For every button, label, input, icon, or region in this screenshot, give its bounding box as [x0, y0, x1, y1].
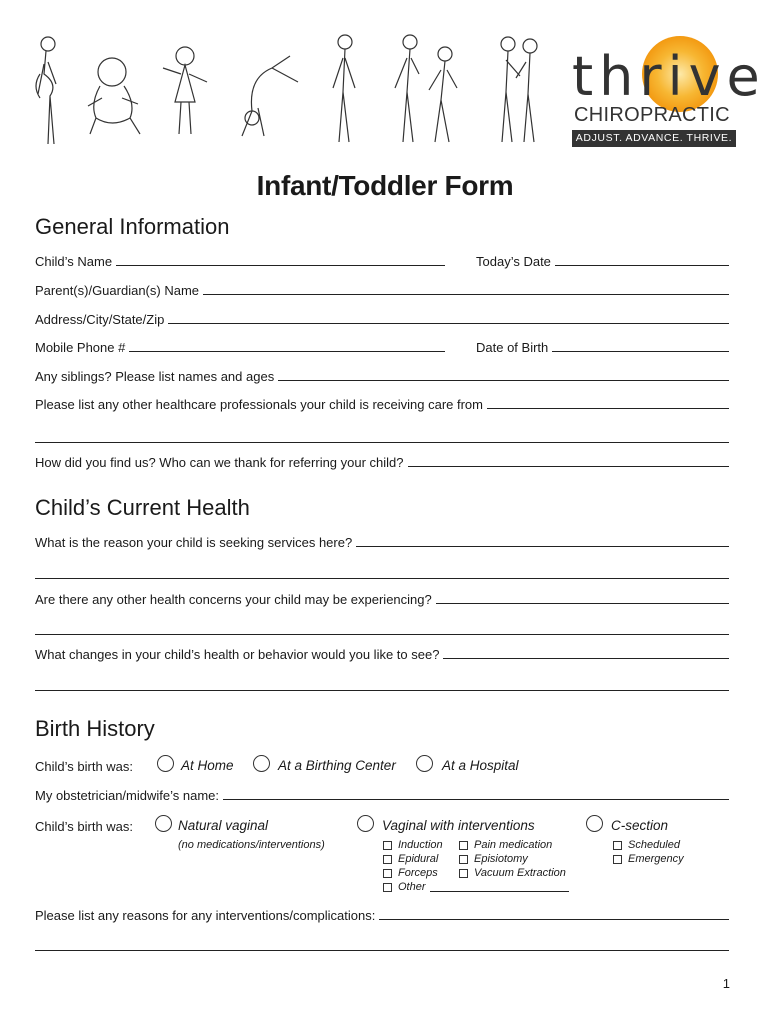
changes-field[interactable]	[35, 647, 729, 662]
episiotomy-option[interactable]	[459, 853, 528, 865]
date-of-birth-label: Date of Birth	[476, 340, 549, 355]
mobile-phone-field[interactable]	[35, 340, 445, 355]
reasons-continuation-line[interactable]	[35, 949, 729, 951]
address-label: Address/City/State/Zip	[35, 312, 165, 327]
epidural-label: Epidural	[398, 853, 439, 865]
teen-figure	[325, 32, 365, 147]
csection-radio[interactable]	[586, 815, 603, 832]
healthcare-label: Please list any other healthcare professionals your child is receiving care from	[35, 397, 483, 412]
gymnast-figure	[228, 48, 308, 143]
todays-date-label: Today’s Date	[476, 254, 551, 269]
concerns-continuation-line[interactable]	[35, 633, 729, 635]
siblings-field[interactable]	[35, 369, 729, 384]
page-number: 1	[722, 976, 730, 991]
emergency-option[interactable]	[613, 853, 684, 865]
birth-location-label: Child’s birth was:	[35, 759, 134, 774]
emergency-checkbox[interactable]	[613, 855, 622, 864]
epidural-option[interactable]	[383, 853, 438, 865]
pain-medication-checkbox[interactable]	[459, 841, 468, 850]
vacuum-checkbox[interactable]	[459, 869, 468, 878]
interventions-label: Vaginal with interventions	[382, 818, 535, 833]
concerns-field[interactable]	[35, 592, 729, 607]
other-checkbox[interactable]	[383, 883, 392, 892]
changes-label: What changes in your child’s health or behavior would you like to see?	[35, 647, 440, 662]
episiotomy-checkbox[interactable]	[459, 855, 468, 864]
pregnant-woman-figure	[28, 34, 68, 149]
birthing-center-label: At a Birthing Center	[278, 758, 396, 773]
other-option[interactable]	[383, 881, 569, 893]
birthing-center-radio[interactable]	[253, 755, 270, 772]
parents-name-field[interactable]	[35, 283, 729, 298]
healthcare-continuation-line[interactable]	[35, 441, 729, 443]
pain-medication-option[interactable]	[459, 839, 552, 851]
logo-wordmark: thrive	[572, 45, 766, 108]
at-home-radio[interactable]	[157, 755, 174, 772]
interventions-reasons-field[interactable]	[35, 908, 729, 923]
at-home-label: At Home	[181, 758, 234, 773]
episiotomy-label: Episiotomy	[474, 853, 528, 865]
induction-label: Induction	[398, 839, 443, 851]
childs-name-field[interactable]	[35, 254, 445, 269]
vacuum-label: Vacuum Extraction	[474, 867, 566, 879]
scheduled-label: Scheduled	[628, 839, 680, 851]
logo-tagline: ADJUST. ADVANCE. THRIVE.	[572, 130, 736, 147]
section-heading-health: Child’s Current Health	[35, 495, 250, 520]
other-label: Other	[398, 881, 426, 893]
elderly-couple-figure	[490, 32, 552, 147]
page-title: Infant/Toddler Form	[256, 170, 514, 201]
hospital-radio[interactable]	[416, 755, 433, 772]
address-field[interactable]	[35, 312, 729, 327]
hospital-label: At a Hospital	[442, 758, 519, 773]
healthcare-field[interactable]	[35, 397, 729, 412]
baby-sitting-figure	[82, 54, 147, 144]
interventions-radio[interactable]	[357, 815, 374, 832]
interventions-reasons-label: Please list any reasons for any interventions/complications:	[35, 908, 376, 923]
concerns-label: Are there any other health concerns your child may be experiencing?	[35, 592, 432, 607]
forceps-checkbox[interactable]	[383, 869, 392, 878]
couple-figure	[385, 30, 475, 148]
emergency-label: Emergency	[628, 853, 684, 865]
logo-subtitle: CHIROPRACTIC	[574, 104, 730, 126]
obstetrician-field[interactable]	[35, 788, 729, 803]
epidural-checkbox[interactable]	[383, 855, 392, 864]
forceps-label: Forceps	[398, 867, 438, 879]
birth-type-label: Child’s birth was:	[35, 819, 134, 834]
scheduled-option[interactable]	[613, 839, 680, 851]
induction-option[interactable]	[383, 839, 443, 851]
section-heading-general: General Information	[35, 214, 230, 239]
referral-label: How did you find us? Who can we thank for referring your child?	[35, 455, 404, 470]
scheduled-checkbox[interactable]	[613, 841, 622, 850]
other-line[interactable]	[430, 882, 569, 892]
vacuum-option[interactable]	[459, 867, 566, 879]
reason-continuation-line[interactable]	[35, 577, 729, 579]
natural-vaginal-note: (no medications/interventions)	[178, 839, 325, 851]
siblings-label: Any siblings? Please list names and ages	[35, 369, 275, 384]
section-heading-birth: Birth History	[35, 716, 155, 741]
induction-checkbox[interactable]	[383, 841, 392, 850]
natural-vaginal-label: Natural vaginal	[178, 818, 269, 833]
childs-name-label: Child’s Name	[35, 254, 113, 269]
forceps-option[interactable]	[383, 867, 438, 879]
natural-vaginal-radio[interactable]	[155, 815, 172, 832]
toddler-figure	[155, 42, 215, 142]
mobile-phone-label: Mobile Phone #	[35, 340, 126, 355]
reason-label: What is the reason your child is seeking services here?	[35, 535, 353, 550]
date-of-birth-field[interactable]	[476, 340, 729, 355]
csection-label: C-section	[611, 818, 669, 833]
obstetrician-label: My obstetrician/midwife’s name:	[35, 788, 219, 803]
todays-date-field[interactable]	[476, 254, 729, 269]
pain-medication-label: Pain medication	[474, 839, 553, 851]
reason-field[interactable]	[35, 535, 729, 550]
parents-name-label: Parent(s)/Guardian(s) Name	[35, 283, 199, 298]
referral-field[interactable]	[35, 455, 729, 470]
changes-continuation-line[interactable]	[35, 689, 729, 691]
